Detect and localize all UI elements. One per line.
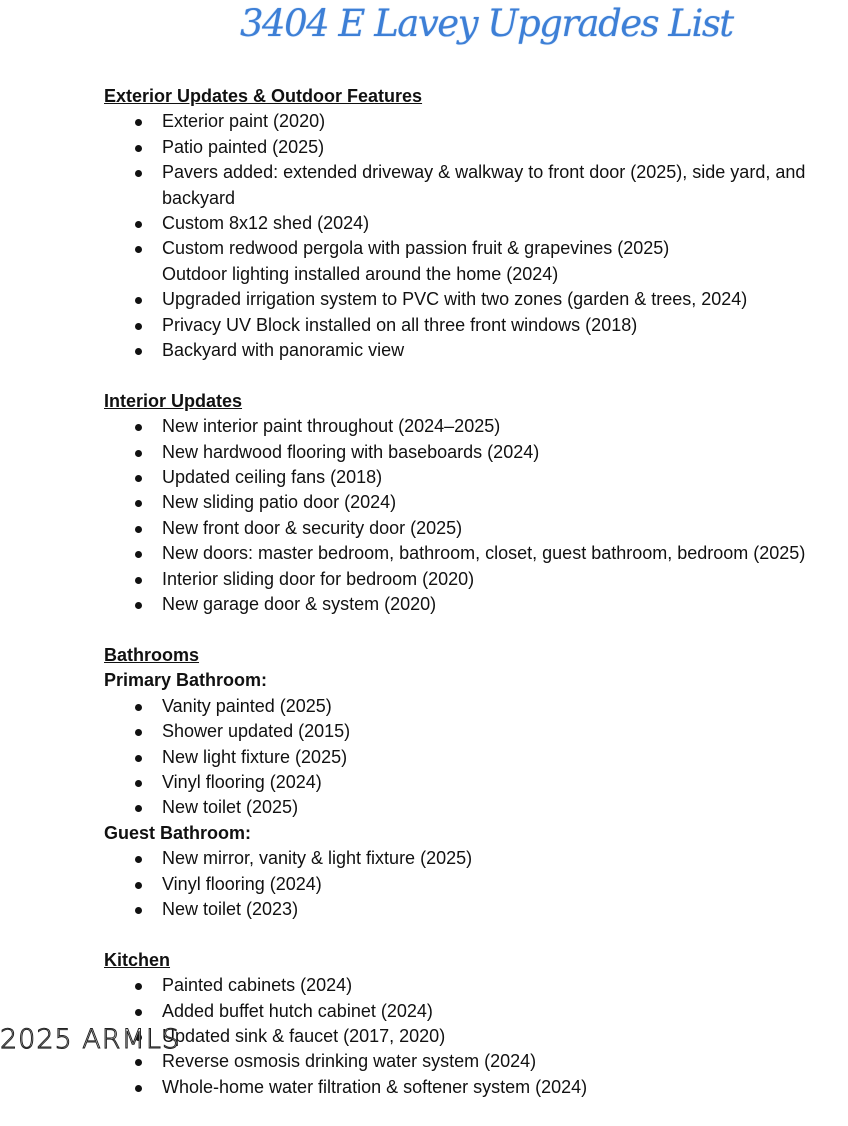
bullet-icon	[135, 246, 142, 253]
bullet-icon	[135, 577, 142, 584]
bullet-icon	[135, 424, 142, 431]
document-title: 3404 E Lavey Upgrades List	[240, 2, 733, 45]
bullet-icon	[135, 602, 142, 609]
bullet-icon	[135, 145, 142, 152]
list-item: Shower updated (2015)	[104, 719, 848, 744]
bullet-icon	[135, 170, 142, 177]
subsection-heading-primary: Primary Bathroom:	[104, 670, 268, 691]
bullet-icon	[135, 1009, 142, 1016]
list-item: Updated sink & faucet (2017, 2020)	[104, 1024, 848, 1049]
bullet-icon	[135, 500, 142, 507]
list-item: Interior sliding door for bedroom (2020)	[104, 567, 848, 592]
list-item: Reverse osmosis drinking water system (2024)	[104, 1049, 848, 1074]
bullet-list	[104, 109, 848, 363]
bullet-icon	[135, 983, 142, 990]
section-exterior	[104, 84, 848, 363]
subsection-heading-guest: Guest Bathroom:	[104, 822, 252, 843]
list-item: Added buffet hutch cabinet (2024)	[104, 999, 848, 1024]
section-bathrooms	[104, 643, 848, 922]
list-item: Vinyl flooring (2024)	[104, 770, 848, 795]
bullet-icon	[135, 450, 142, 457]
bullet-list	[104, 973, 848, 1100]
list-item: Pavers added: extended driveway & walkway to front door (2025), side yard, and backyard	[104, 160, 848, 211]
list-item: New front door & security door (2025)	[104, 516, 848, 541]
list-item: New mirror, vanity & light fixture (2025)	[104, 846, 848, 871]
list-item: New toilet (2023)	[104, 897, 848, 922]
bullet-icon	[135, 882, 142, 889]
list-item: Custom 8x12 shed (2024)	[104, 211, 848, 236]
section-heading: Bathrooms	[104, 644, 200, 665]
bullet-icon	[135, 297, 142, 304]
bullet-icon	[135, 526, 142, 533]
bullet-icon	[135, 221, 142, 228]
bullet-icon	[135, 348, 142, 355]
bullet-icon	[135, 119, 142, 126]
list-item: Updated ceiling fans (2018)	[104, 465, 848, 490]
list-item: Exterior paint (2020)	[104, 109, 848, 134]
section-heading: Exterior Updates & Outdoor Features	[104, 86, 423, 106]
bullet-icon	[135, 780, 142, 787]
list-item: New sliding patio door (2024)	[104, 490, 848, 515]
list-item: New garage door & system (2020)	[104, 592, 848, 617]
section-interior	[104, 389, 848, 618]
bullet-icon	[135, 907, 142, 914]
bullet-list	[104, 846, 848, 922]
section-kitchen	[104, 948, 848, 1100]
bullet-list	[104, 414, 848, 617]
list-item: Patio painted (2025)	[104, 135, 848, 160]
bullet-icon	[135, 805, 142, 812]
list-item: Whole-home water filtration & softener system (2024)	[104, 1075, 848, 1100]
list-item: Privacy UV Block installed on all three front windows (2018)	[104, 313, 848, 338]
list-item: New toilet (2025)	[104, 795, 848, 820]
section-heading: Interior Updates	[104, 390, 243, 411]
list-item: Vanity painted (2025)	[104, 694, 848, 719]
bullet-icon	[135, 704, 142, 711]
section-heading: Kitchen	[104, 949, 171, 970]
list-item: Backyard with panoramic view	[104, 338, 848, 363]
bullet-icon	[135, 1085, 142, 1092]
list-item: Painted cabinets (2024)	[104, 973, 848, 998]
bullet-list	[104, 694, 848, 821]
list-item: New doors: master bedroom, bathroom, closet, guest bathroom, bedroom (2025)	[104, 541, 848, 566]
bullet-icon	[135, 323, 142, 330]
bullet-icon	[135, 551, 142, 558]
list-item: New hardwood flooring with baseboards (2024)	[104, 440, 848, 465]
bullet-icon	[135, 1059, 142, 1066]
upgrades-list	[104, 84, 848, 1126]
list-item: Vinyl flooring (2024)	[104, 872, 848, 897]
list-item: New light fixture (2025)	[104, 745, 848, 770]
bullet-icon	[135, 475, 142, 482]
list-item: New interior paint throughout (2024–2025)	[104, 414, 848, 439]
bullet-icon	[135, 729, 142, 736]
list-item: Upgraded irrigation system to PVC with two zones (garden & trees, 2024)	[104, 287, 848, 312]
list-item: Custom redwood pergola with passion fruit & grapevines (2025) Outdoor lighting installed around the home (2024)	[104, 236, 848, 287]
bullet-icon	[135, 856, 142, 863]
bullet-icon	[135, 755, 142, 762]
copyright-watermark: 2025 ARMLS	[0, 1024, 181, 1055]
